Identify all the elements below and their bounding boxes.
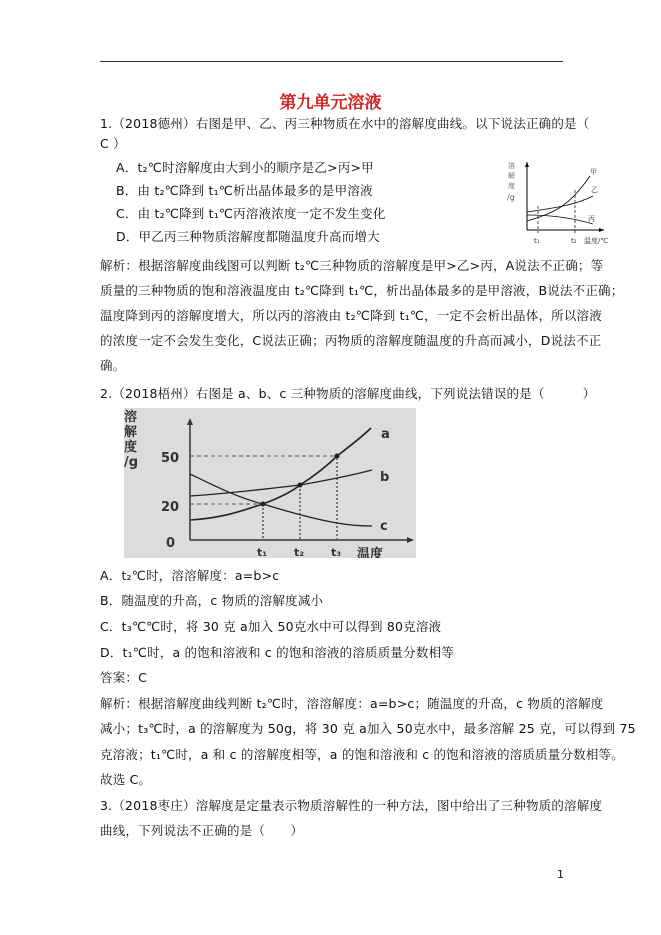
page-number: 1 [557, 868, 564, 881]
ylabel-char: 解 [508, 172, 515, 180]
curve-label-jia: 甲 [590, 168, 597, 176]
ylabel-char: 解 [124, 425, 138, 440]
q1-option-b: B．由 t₂℃降到 t₁℃析出晶体最多的是甲溶液 [116, 183, 373, 198]
xtick-label: t₁ [257, 546, 268, 558]
xtick-label: t₃ [331, 546, 342, 558]
ytick-label: 50 [161, 451, 180, 466]
ylabel-char: /g [507, 193, 515, 202]
q2-option-d: D．t₁℃时，a 的饱和溶液和 c 的饱和溶液的溶质质量分数相等 [100, 645, 454, 660]
q2-stem: 2.（2018梧州）右图是 a、b、c 三种物质的溶解度曲线，下列说法错误的是（ ） [100, 386, 596, 401]
q3-stem-line: 3.（2018枣庄）溶解度是定量表示物质溶解性的一种方法，图中给出了三种物质的溶解度 [100, 798, 603, 813]
curve-label-b: b [380, 470, 390, 485]
curve-label-bing: 丙 [588, 215, 595, 223]
q1-stem: 1.（2018德州）右图是甲、乙、丙三种物质在水中的溶解度曲线。以下说法正确的是（ [100, 116, 590, 131]
q1-analysis-line: 解析：根据溶解度曲线图可以判断 t₂℃三种物质的溶解度是甲>乙>丙，A说法不正确；等 [100, 258, 604, 273]
q1-analysis-line: 温度降到丙的溶解度增大，所以丙的溶液由 t₂℃降到 t₁℃，一定不会析出晶体，所以溶液 [100, 308, 602, 323]
xtick-label: t₁ [534, 237, 540, 245]
ytick-label: 0 [166, 536, 176, 551]
ylabel-char: 度 [508, 182, 515, 190]
ylabel-char: 溶 [124, 410, 138, 425]
q3-stem-line: 曲线，下列说法不正确的是（ ） [100, 823, 304, 838]
q1-option-a: A．t₂℃时溶解度由大到小的顺序是乙>丙>甲 [116, 160, 374, 175]
q1-analysis-line: 确。 [100, 358, 126, 373]
q1-analysis-line: 的浓度一定不会发生变化，C说法正确；丙物质的溶解度随温度的升高而减小，D说法不正 [100, 333, 602, 348]
q1-solubility-figure [498, 158, 624, 250]
curve-jia [527, 176, 590, 221]
page-title: 第九单元溶液 [279, 93, 382, 113]
q2-analysis-line: 减小；t₃℃时，a 的溶解度为 50g，将 30 克 a加入 50克水中，最多溶解 25 克，可以得到 75 [100, 721, 636, 736]
ylabel-char: /g [124, 455, 139, 470]
q2-analysis-line: 解析：根据溶解度曲线判断 t₂℃时，溶溶解度：a=b>c；随温度的升高，c 物质的溶解度 [100, 696, 604, 711]
header-rule [100, 61, 563, 62]
xlabel: 温度/℃ [584, 237, 609, 245]
q1-stem-answer: C ） [100, 136, 126, 151]
q1-option-c: C．由 t₂℃降到 t₁℃丙溶液浓度一定不发生变化 [116, 206, 386, 221]
q2-option-c: C．t₃℃℃时，将 30 克 a加入 50克水中可以得到 80克溶液 [100, 619, 442, 634]
curve-label-a: a [381, 427, 390, 442]
curve-yi [527, 196, 593, 212]
curve-c [190, 474, 372, 526]
curve-label-yi: 乙 [591, 186, 598, 194]
q2-option-a: A．t₂℃时，溶溶解度：a=b>c [100, 568, 280, 583]
ylabel-char: 度 [124, 440, 138, 455]
q1-option-d: D．甲乙丙三种物质溶解度都随温度升高而增大 [116, 229, 380, 244]
q2-analysis-line: 克溶液；t₁℃时，a 和 c 的溶解度相等，a 的饱和溶液和 c 的饱和溶液的溶质质量分数相等。 [100, 747, 624, 762]
curve-bing [527, 215, 593, 224]
q1-analysis-line: 质量的三种物质的饱和溶液温度由 t₂℃降到 t₁℃，析出晶体最多的是甲溶液，B说法不正确； [100, 283, 624, 298]
q2-answer: 答案：C [100, 670, 148, 685]
xtick-label: t₂ [294, 546, 305, 558]
xtick-label: t₂ [571, 237, 577, 245]
xlabel: 温度 [357, 547, 384, 558]
curve-a [190, 428, 371, 520]
q2-analysis-line: 故选 C。 [100, 772, 152, 787]
ytick-label: 20 [161, 500, 180, 515]
curve-b [190, 470, 372, 496]
q2-solubility-figure [124, 408, 416, 558]
ylabel-char: 溶 [508, 162, 515, 170]
q2-option-b: B．随温度的升高，c 物质的溶解度减小 [100, 593, 324, 608]
curve-label-c: c [380, 519, 388, 534]
